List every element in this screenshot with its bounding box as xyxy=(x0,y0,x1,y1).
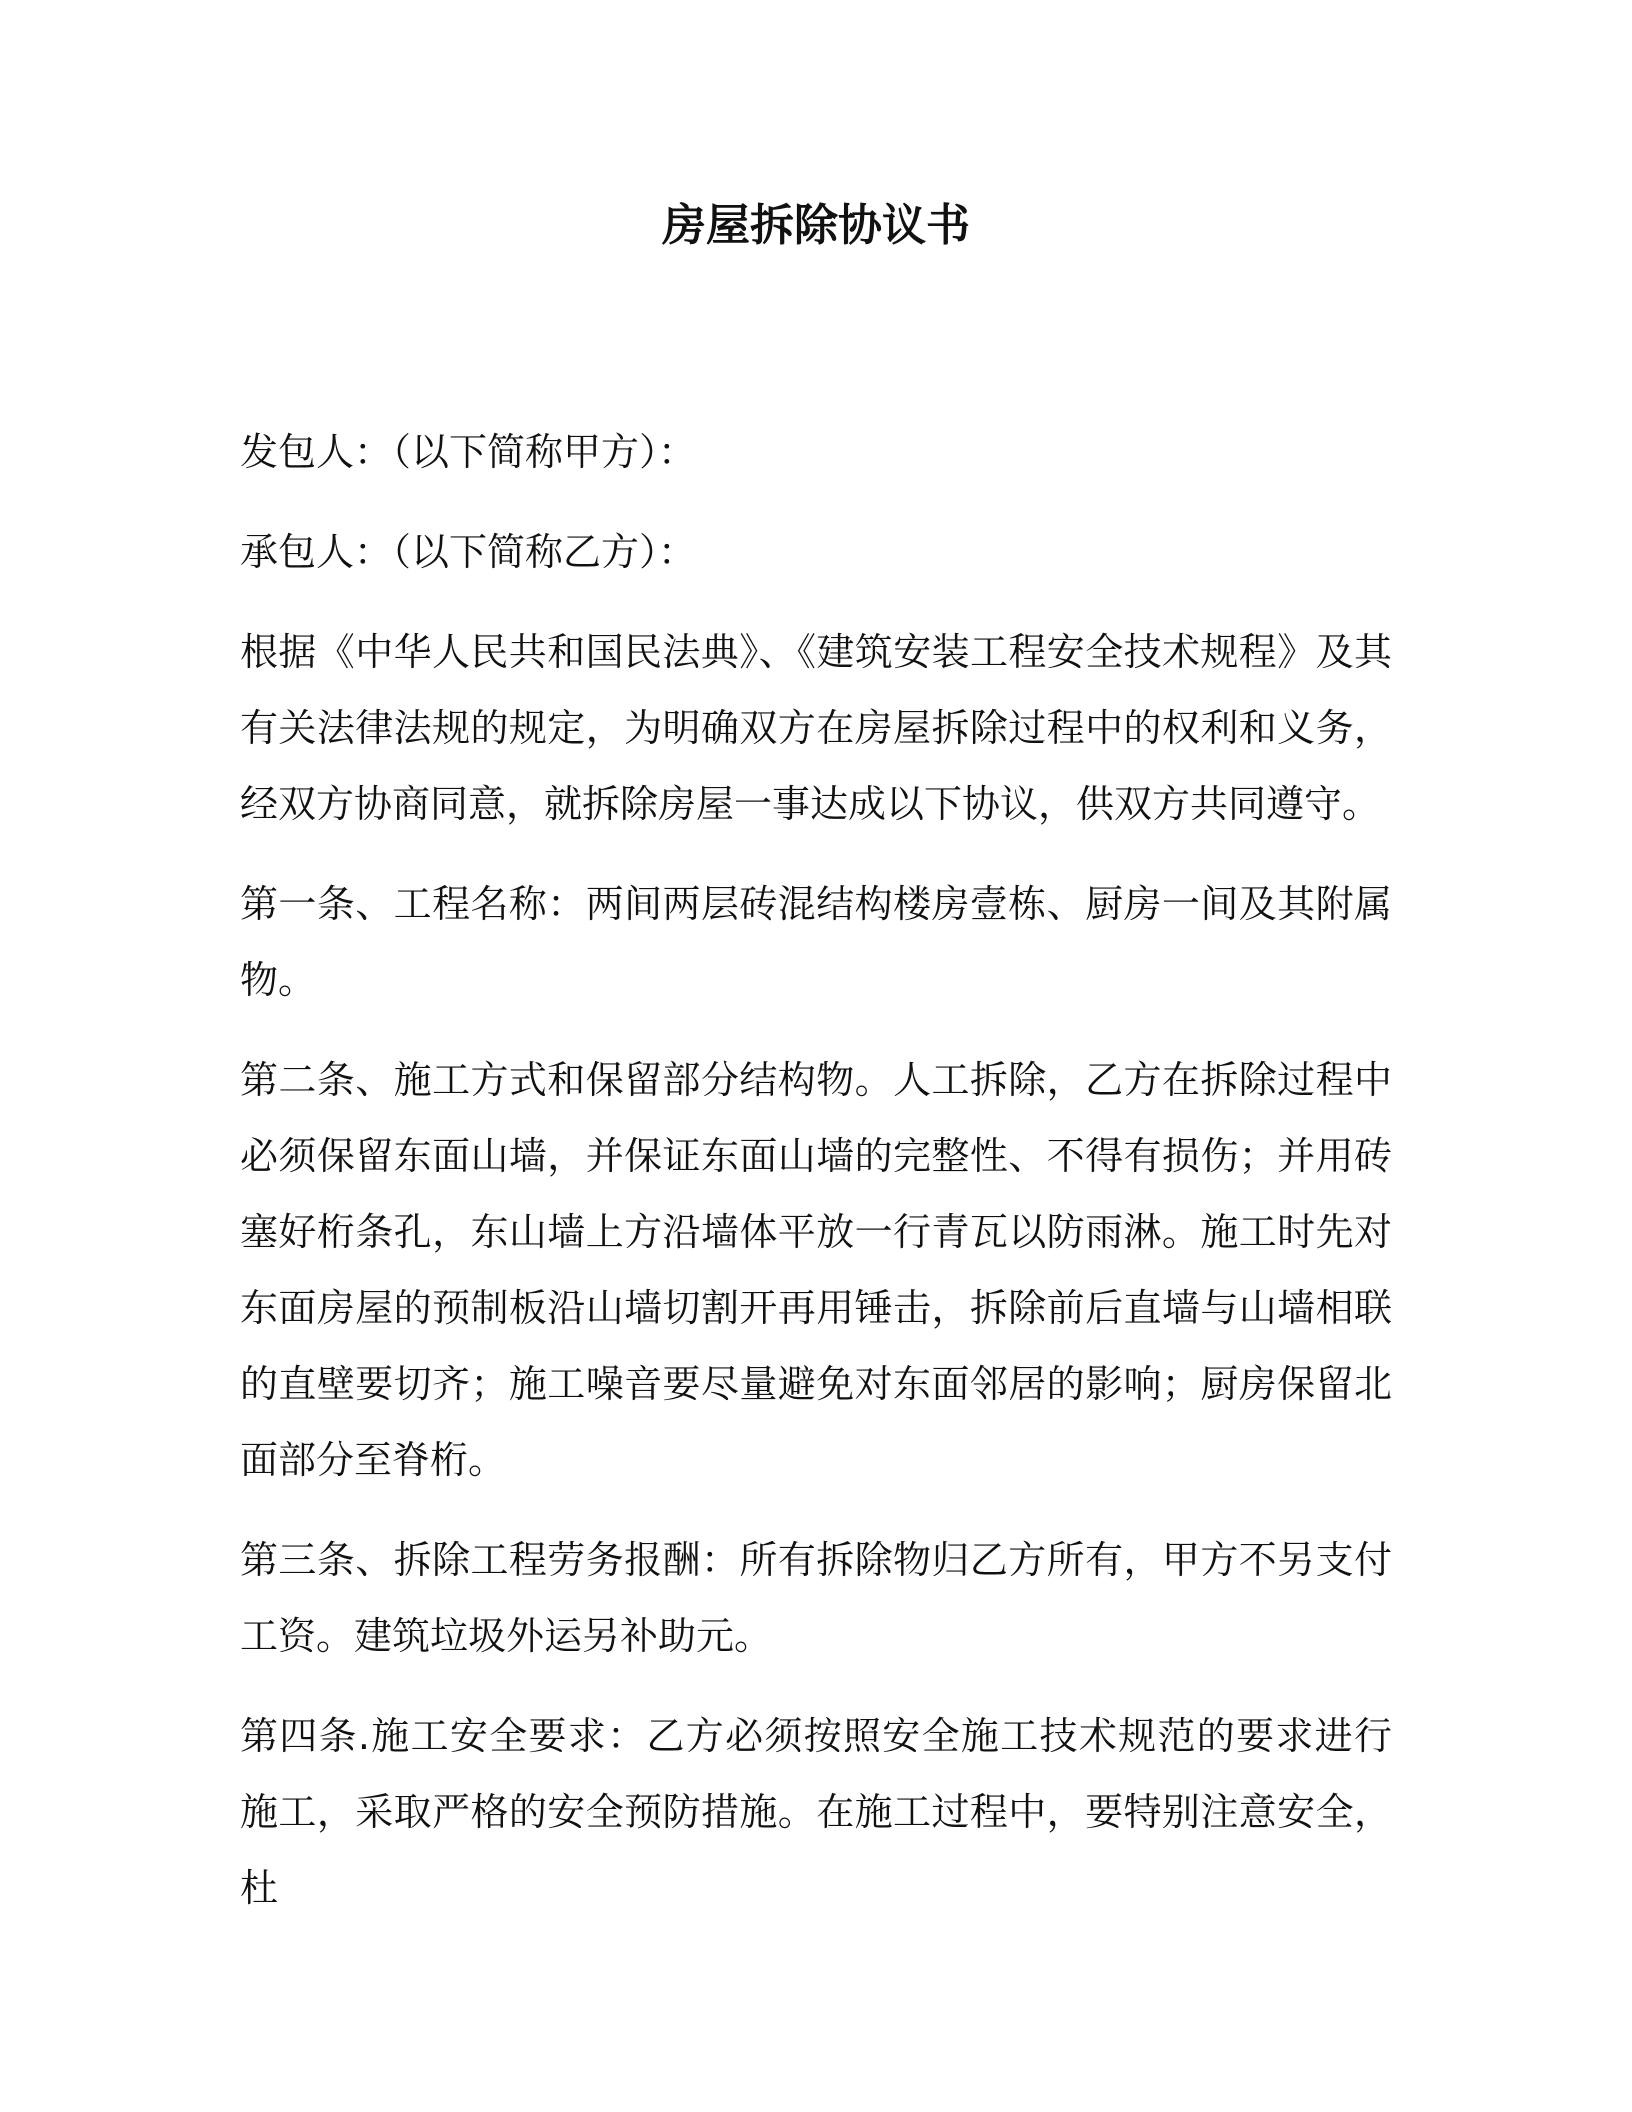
paragraph-contractor-a: 发包人：（以下简称甲方）： xyxy=(240,430,697,474)
paragraph-preamble: 根据《中华人民共和国民法典》、《建筑安装工程安全技术规程》及其有关法律法规的规定，为明确双方在房屋拆除过程中的权利和义务，经双方协商同意，就拆除房屋一事达成以下协议，供双方共同遵守。 xyxy=(240,630,1392,826)
paragraph-contractor-b: 承包人：（以下简称乙方）： xyxy=(240,530,697,574)
paragraph-article-1: 第一条、工程名称：两间两层砖混结构楼房壹栋、厨房一间及其附属物。 xyxy=(240,882,1392,1002)
paragraph-article-2: 第二条、施工方式和保留部分结构物。人工拆除，乙方在拆除过程中必须保留东面山墙，并保证东面山墙的完整性、不得有损伤；并用砖塞好桁条孔，东山墙上方沿墙体平放一行青瓦以防雨淋。施工时先对东面房屋的预制板沿山墙切割开再用锤击，拆除前后直墙与山墙相联的直壁要切齐；施工噪音要尽量避免对东面邻居的影响；厨房保留北面部分至脊桁。 xyxy=(240,1058,1392,1482)
document-title: 房屋拆除协议书 xyxy=(662,200,970,251)
document-body xyxy=(240,414,1392,1950)
paragraph-article-3: 第三条、拆除工程劳务报酬：所有拆除物归乙方所有，甲方不另支付工资。建筑垃圾外运另补助元。 xyxy=(240,1538,1392,1658)
paragraph-article-4: 第四条.施工安全要求：乙方必须按照安全施工技术规范的要求进行施工，采取严格的安全预防措施。在施工过程中，要特别注意安全，杜 xyxy=(240,1714,1392,1910)
